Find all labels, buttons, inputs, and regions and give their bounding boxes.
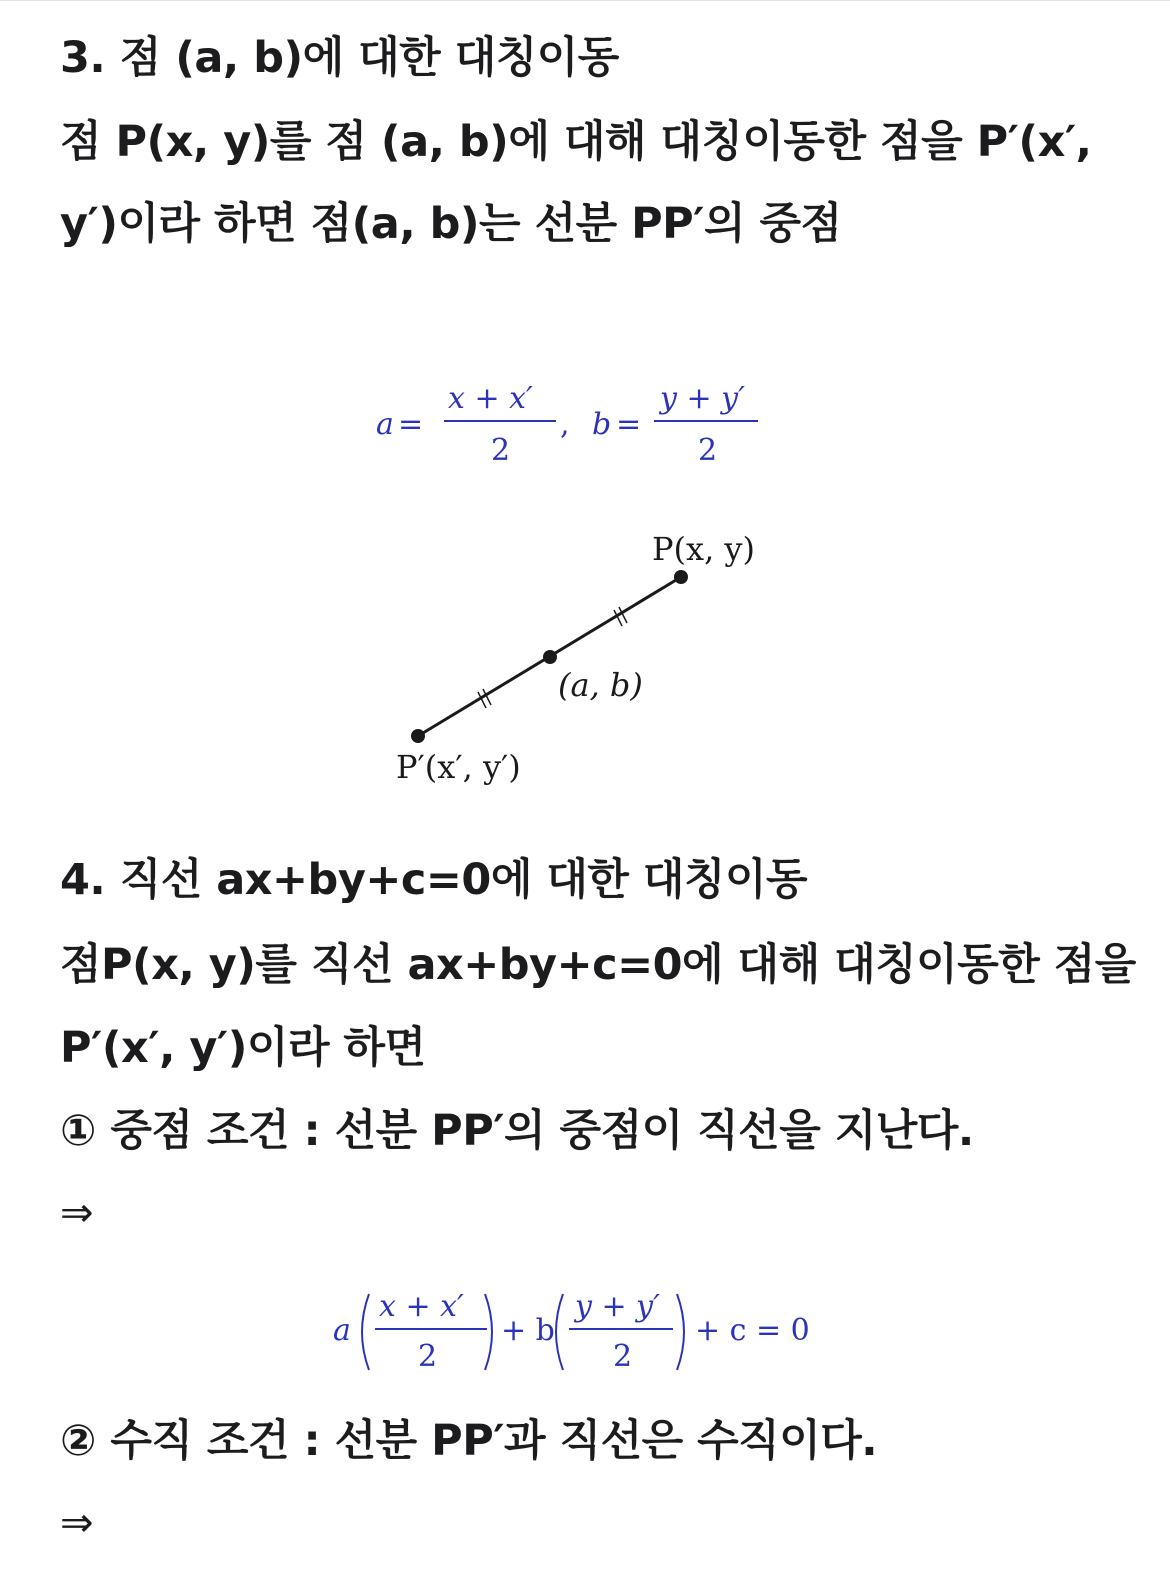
formula2-numerator-2: y + y′: [575, 1289, 660, 1324]
formula2-tail: + c = 0: [695, 1313, 810, 1348]
label-Pprime: P′(x′, y′): [396, 748, 521, 786]
formula-eq-1: =: [398, 407, 424, 442]
condition-perpendicular: ② 수직 조건 : 선분 PP′과 직선은 수직이다.: [60, 1416, 878, 1466]
formula-eq-2: =: [616, 407, 642, 442]
formula-b-fraction-bar: [654, 420, 758, 422]
formula2-fraction-bar-2: [569, 1328, 673, 1330]
point-Pprime: [411, 729, 425, 743]
midpoint-formula: [360, 368, 780, 478]
section4-text-line1: 점P(x, y)를 직선 ax+by+c=0에 대해 대칭이동한 점을: [60, 940, 1136, 990]
formula2-denominator-2: 2: [613, 1339, 633, 1374]
line-condition-formula: [325, 1282, 825, 1382]
label-midpoint: (a, b): [558, 666, 643, 704]
formula2-fraction-bar-1: [375, 1328, 487, 1330]
formula-a-fraction-bar: [444, 420, 556, 422]
condition-midpoint: ① 중점 조건 : 선분 PP′의 중점이 직선을 지난다.: [60, 1106, 974, 1156]
formula2-lparen-1: [362, 1294, 369, 1370]
implies-arrow-1: ⇒: [60, 1190, 94, 1236]
section3-text-line1: 점 P(x, y)를 점 (a, b)에 대해 대칭이동한 점을 P′(x′,: [60, 117, 1092, 167]
section3-text-line2: y′)이라 하면 점(a, b)는 선분 PP′의 중점: [60, 199, 842, 249]
label-P: P(x, y): [652, 530, 755, 568]
formula-b-denominator: 2: [698, 433, 718, 468]
section4-text-line2: P′(x′, y′)이라 하면: [60, 1023, 426, 1073]
formula-comma: ,: [560, 407, 570, 442]
implies-arrow-2: ⇒: [60, 1500, 94, 1546]
point-P: [674, 570, 688, 584]
midpoint-diagram: [380, 520, 800, 810]
formula-a-lhs: a: [376, 407, 394, 442]
formula-a-numerator: x + x′: [448, 381, 533, 416]
formula2-rparen-2: [677, 1294, 684, 1370]
section3-heading: 3. 점 (a, b)에 대한 대칭이동: [60, 33, 619, 83]
formula2-lparen-2: [556, 1294, 563, 1370]
section4-heading: 4. 직선 ax+by+c=0에 대한 대칭이동: [60, 855, 808, 905]
formula-a-denominator: 2: [491, 433, 511, 468]
formula2-numerator-1: x + x′: [379, 1289, 464, 1324]
formula-b-lhs: b: [592, 407, 612, 442]
formula2-plus-b: + b: [501, 1313, 555, 1348]
point-midpoint: [543, 650, 557, 664]
formula2-denominator-1: 2: [418, 1339, 438, 1374]
formula2-rparen-1: [485, 1294, 492, 1370]
formula-b-numerator: y + y′: [660, 381, 745, 416]
top-divider: [0, 0, 1170, 1]
formula2-a: a: [333, 1313, 351, 1348]
